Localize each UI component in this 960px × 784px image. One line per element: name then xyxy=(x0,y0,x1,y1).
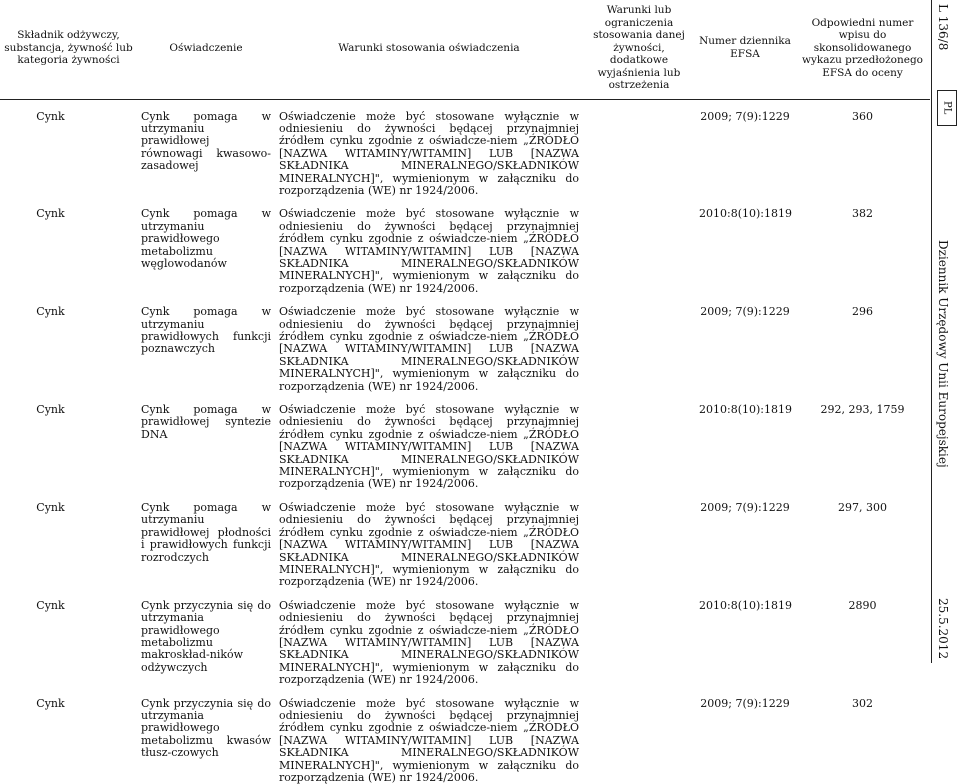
table-row xyxy=(0,99,930,197)
cell-restrictions xyxy=(583,589,695,687)
cell-efsa-journal: 2009; 7(9):1229 xyxy=(700,305,790,319)
cell-entry-number: 292, 293, 1759 xyxy=(820,403,905,417)
cell-substance: Cynk xyxy=(36,598,65,612)
cell-restrictions xyxy=(583,295,695,393)
publication-date: 25.5.2012 xyxy=(936,598,950,660)
header-restrictions: Warunki lub ograniczenia stosowania danej żywności, dodatkowe wyjaśnienia lub ostrzeżenia xyxy=(583,0,695,99)
journal-title: Dziennik Urzędowy Unii Europejskiej xyxy=(936,240,950,468)
cell-efsa-journal: 2009; 7(9):1229 xyxy=(700,696,790,710)
journal-side-margin xyxy=(931,0,960,663)
cell-conditions: Oświadczenie może być stosowane wyłącznie w odniesieniu do żywności będącej przynajmniej źródłem cynku zgodnie z oświadcze-niem „ŹRÓDŁO [NAZWA WITAMINY/WITAMIN] LUB [NAZWA SKŁADNIKA MINERALNEGO/SKŁADNIKÓW MINERALNYCH]", wymienionym w załączniku do rozporządzenia (WE) nr 1924/2006. xyxy=(279,500,579,589)
cell-efsa-journal: 2010:8(10):1819 xyxy=(699,598,792,612)
cell-efsa-journal: 2009; 7(9):1229 xyxy=(700,500,790,514)
cell-claim: Cynk przyczynia się do utrzymania prawidłowego metabolizmu kwasów tłusz-czowych xyxy=(141,696,271,760)
cell-efsa-journal: 2009; 7(9):1229 xyxy=(700,109,790,123)
cell-restrictions xyxy=(583,197,695,295)
cell-restrictions xyxy=(583,687,695,784)
cell-substance: Cynk xyxy=(36,207,65,221)
cell-claim: Cynk pomaga w prawidłowej syntezie DNA xyxy=(141,403,271,441)
cell-claim: Cynk pomaga w utrzymaniu prawidłowej płodności i prawidłowych funkcji rozrodczych xyxy=(141,500,271,564)
cell-efsa-journal: 2010:8(10):1819 xyxy=(699,403,792,417)
cell-claim: Cynk pomaga w utrzymaniu prawidłowych funkcji poznawczych xyxy=(141,305,271,356)
cell-restrictions xyxy=(583,491,695,589)
header-claim: Oświadczenie xyxy=(137,0,275,99)
header-efsa-journal: Numer dziennika EFSA xyxy=(695,0,795,99)
cell-conditions: Oświadczenie może być stosowane wyłącznie w odniesieniu do żywności będącej przynajmniej źródłem cynku zgodnie z oświadcze-niem „ŹRÓDŁO [NAZWA WITAMINY/WITAMIN] LUB [NAZWA SKŁADNIKA MINERALNEGO/SKŁADNIKÓW MINERALNYCH]", wymienionym w załączniku do rozporządzenia (WE) nr 1924/2006. xyxy=(279,598,579,687)
cell-entry-number: 382 xyxy=(852,207,873,221)
cell-conditions: Oświadczenie może być stosowane wyłącznie w odniesieniu do żywności będącej przynajmniej źródłem cynku zgodnie z oświadcze-niem „ŹRÓDŁO [NAZWA WITAMINY/WITAMIN] LUB [NAZWA SKŁADNIKA MINERALNEGO/SKŁADNIKÓW MINERALNYCH]", wymienionym w załączniku do rozporządzenia (WE) nr 1924/2006. xyxy=(279,207,579,295)
language-badge xyxy=(937,90,957,126)
cell-claim: Cynk pomaga w utrzymaniu prawidłowej równowagi kwasowo-zasadowej xyxy=(141,109,271,173)
cell-restrictions xyxy=(583,99,695,197)
cell-conditions: Oświadczenie może być stosowane wyłącznie w odniesieniu do żywności będącej przynajmniej źródłem cynku zgodnie z oświadcze-niem „ŹRÓDŁO [NAZWA WITAMINY/WITAMIN] LUB [NAZWA SKŁADNIKA MINERALNEGO/SKŁADNIKÓW MINERALNYCH]", wymienionym w załączniku do rozporządzenia (WE) nr 1924/2006. xyxy=(279,305,579,393)
cell-entry-number: 296 xyxy=(852,305,873,319)
cell-restrictions xyxy=(583,393,695,491)
cell-claim: Cynk przyczynia się do utrzymania prawidłowego metabolizmu makroskład-ników odżywczych xyxy=(141,598,271,674)
cell-substance: Cynk xyxy=(36,500,65,514)
page-reference: L 136/8 xyxy=(936,4,950,51)
cell-entry-number: 302 xyxy=(852,696,873,710)
cell-efsa-journal: 2010:8(10):1819 xyxy=(699,207,792,221)
table-row xyxy=(0,197,930,295)
cell-substance: Cynk xyxy=(36,403,65,417)
cell-claim: Cynk pomaga w utrzymaniu prawidłowego metabolizmu węglowodanów xyxy=(141,207,271,270)
cell-conditions: Oświadczenie może być stosowane wyłącznie w odniesieniu do żywności będącej przynajmniej źródłem cynku zgodnie z oświadcze-niem „ŹRÓDŁO [NAZWA WITAMINY/WITAMIN] LUB [NAZWA SKŁADNIKA MINERALNEGO/SKŁADNIKÓW MINERALNYCH]", wymienionym w załączniku do rozporządzenia (WE) nr 1924/2006. xyxy=(279,696,579,784)
table-row xyxy=(0,393,930,491)
cell-conditions: Oświadczenie może być stosowane wyłącznie w odniesieniu do żywności będącej przynajmniej źródłem cynku zgodnie z oświadcze-niem „ŹRÓDŁO [NAZWA WITAMINY/WITAMIN] LUB [NAZWA SKŁADNIKA MINERALNEGO/SKŁADNIKÓW MINERALNYCH]", wymienionym w załączniku do rozporządzenia (WE) nr 1924/2006. xyxy=(279,109,579,197)
cell-substance: Cynk xyxy=(36,696,65,710)
table-row xyxy=(0,491,930,589)
cell-entry-number: 360 xyxy=(852,109,873,123)
table-row xyxy=(0,295,930,393)
header-conditions: Warunki stosowania oświadczenia xyxy=(275,0,583,99)
language-code: PL xyxy=(941,101,953,115)
table-row xyxy=(0,687,930,784)
table-row xyxy=(0,589,930,687)
header-entry-number: Odpowiedni numer wpisu do skonsolidowanego wykazu przedłożonego EFSA do oceny xyxy=(795,0,930,99)
cell-entry-number: 2890 xyxy=(848,598,877,612)
cell-substance: Cynk xyxy=(36,305,65,319)
header-substance: Składnik odżywczy, substancja, żywność lub kategoria żywności xyxy=(0,0,137,99)
cell-conditions: Oświadczenie może być stosowane wyłącznie w odniesieniu do żywności będącej przynajmniej źródłem cynku zgodnie z oświadcze-niem „ŹRÓDŁO [NAZWA WITAMINY/WITAMIN] LUB [NAZWA SKŁADNIKA MINERALNEGO/SKŁADNIKÓW MINERALNYCH]", wymienionym w załączniku do rozporządzenia (WE) nr 1924/2006. xyxy=(279,403,579,491)
table-header-row xyxy=(0,0,930,99)
cell-substance: Cynk xyxy=(36,109,65,123)
cell-entry-number: 297, 300 xyxy=(838,500,887,514)
